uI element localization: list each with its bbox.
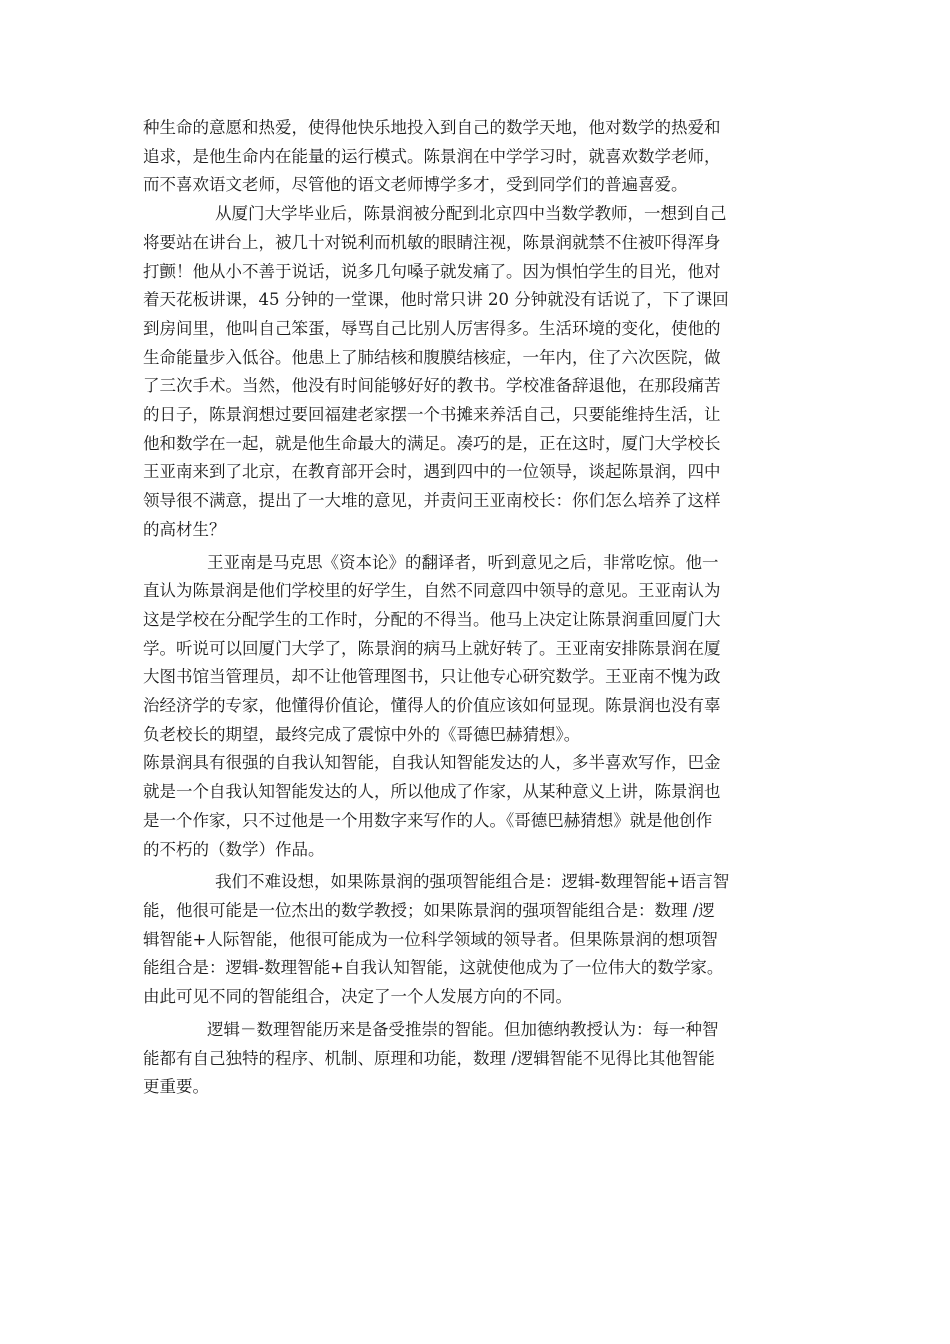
text-line: 追求，是他生命内在能量的运行模式。陈景润在中学学习时，就喜欢数学老师， xyxy=(143,146,721,166)
text-line: 到房间里，他叫自己笨蛋，辱骂自己比别人厉害得多。生活环境的变化，使他的 xyxy=(143,318,721,338)
text-line: 种生命的意愿和热爱，使得他快乐地投入到自己的数学天地，他对数学的热爱和 xyxy=(143,118,721,137)
paragraph-6 xyxy=(143,1016,807,1102)
paragraph-2 xyxy=(143,200,807,544)
text-line: 是一个作家，只不过他是一个用数字来写作的人。《哥德巴赫猜想》就是他创作 xyxy=(143,810,713,830)
document-page xyxy=(143,114,807,1102)
paragraph-3 xyxy=(143,549,807,750)
text-line: 从厦门大学毕业后，陈景润被分配到北京四中当数学教师，一想到自己 xyxy=(215,204,727,224)
text-line: 就是一个自我认知智能发达的人，所以他成了作家，从某种意义上讲，陈景润也 xyxy=(143,782,721,802)
text-line: 更重要。 xyxy=(143,1077,209,1097)
text-line: 他和数学在一起，就是他生命最大的满足。凑巧的是，正在这时，厦门大学校长 xyxy=(143,433,721,453)
text-line: 了三次手术。当然，他没有时间能够好好的教书。学校准备辞退他，在那段痛苦 xyxy=(143,376,721,396)
paragraph-4 xyxy=(143,749,807,864)
text-line: 能组合是：逻辑-数理智能+自我认知智能，这就使他成为了一位伟大的数学家。 xyxy=(143,958,724,978)
paragraph-5 xyxy=(143,868,807,1012)
text-line: 逻辑－数理智能历来是备受推崇的智能。但加德纳教授认为：每一种智 xyxy=(207,1019,719,1039)
text-line: 负老校长的期望，最终完成了震惊中外的《哥德巴赫猜想》。 xyxy=(143,724,581,744)
text-line: 陈景润具有很强的自我认知智能，自我认知智能发达的人，多半喜欢写作，巴金 xyxy=(143,753,721,773)
text-line: 将要站在讲台上，被几十对锐利而机敏的眼睛注视，陈景润就禁不住被吓得浑身 xyxy=(143,232,721,252)
text-line: 我们不难设想，如果陈景润的强项智能组合是：逻辑-数理智能+语言智 xyxy=(215,872,730,892)
text-line: 由此可见不同的智能组合，决定了一个人发展方向的不同。 xyxy=(143,987,572,1007)
text-line: 直认为陈景润是他们学校里的好学生，自然不同意四中领导的意见。王亚南认为 xyxy=(143,581,721,601)
text-line: 学。听说可以回厦门大学了，陈景润的病马上就好转了。王亚南安排陈景润在厦 xyxy=(143,638,721,658)
text-line: 的不朽的（数学）作品。 xyxy=(143,839,325,859)
text-line: 治经济学的专家，他懂得价值论，懂得人的价值应该如何显现。陈景润也没有辜 xyxy=(143,696,721,716)
text-line: 辑智能+人际智能，他很可能成为一位科学领域的领导者。但果陈景润的想项智 xyxy=(143,929,718,949)
text-line: 着天花板讲课，45 分钟的一堂课，他时常只讲 20 分钟就没有话说了，下了课回 xyxy=(143,290,729,310)
text-line: 王亚南来到了北京，在教育部开会时，遇到四中的一位领导，谈起陈景润，四中 xyxy=(143,462,721,482)
text-line: 大图书馆当管理员，却不让他管理图书，只让他专心研究数学。王亚南不愧为政 xyxy=(143,667,721,687)
text-line: 生命能量步入低谷。他患上了肺结核和腹膜结核症，一年内，住了六次医院，做 xyxy=(143,347,721,367)
text-line: 而不喜欢语文老师，尽管他的语文老师博学多才，受到同学们的普遍喜爱。 xyxy=(143,175,688,195)
text-line: 的高材生？ xyxy=(143,519,226,539)
text-line: 打颤！他从小不善于说话，说多几句嗓子就发痛了。因为惧怕学生的目光，他对 xyxy=(143,261,721,281)
text-line: 领导很不满意，提出了一大堆的意见，并责问王亚南校长：你们怎么培养了这样 xyxy=(143,491,721,511)
text-line: 能，他很可能是一位杰出的数学教授；如果陈景润的强项智能组合是：数理 /逻 xyxy=(143,900,715,920)
text-line: 这是学校在分配学生的工作时，分配的不得当。他马上决定让陈景润重回厦门大 xyxy=(143,609,721,629)
text-line: 能都有自己独特的程序、机制、原理和功能，数理 /逻辑智能不见得比其他智能 xyxy=(143,1048,715,1068)
paragraph-1 xyxy=(143,114,807,200)
text-line: 王亚南是马克思《资本论》的翻译者，听到意见之后，非常吃惊。他一 xyxy=(207,552,719,572)
text-line: 的日子，陈景润想过要回福建老家摆一个书摊来养活自己，只要能维持生活，让 xyxy=(143,405,721,425)
